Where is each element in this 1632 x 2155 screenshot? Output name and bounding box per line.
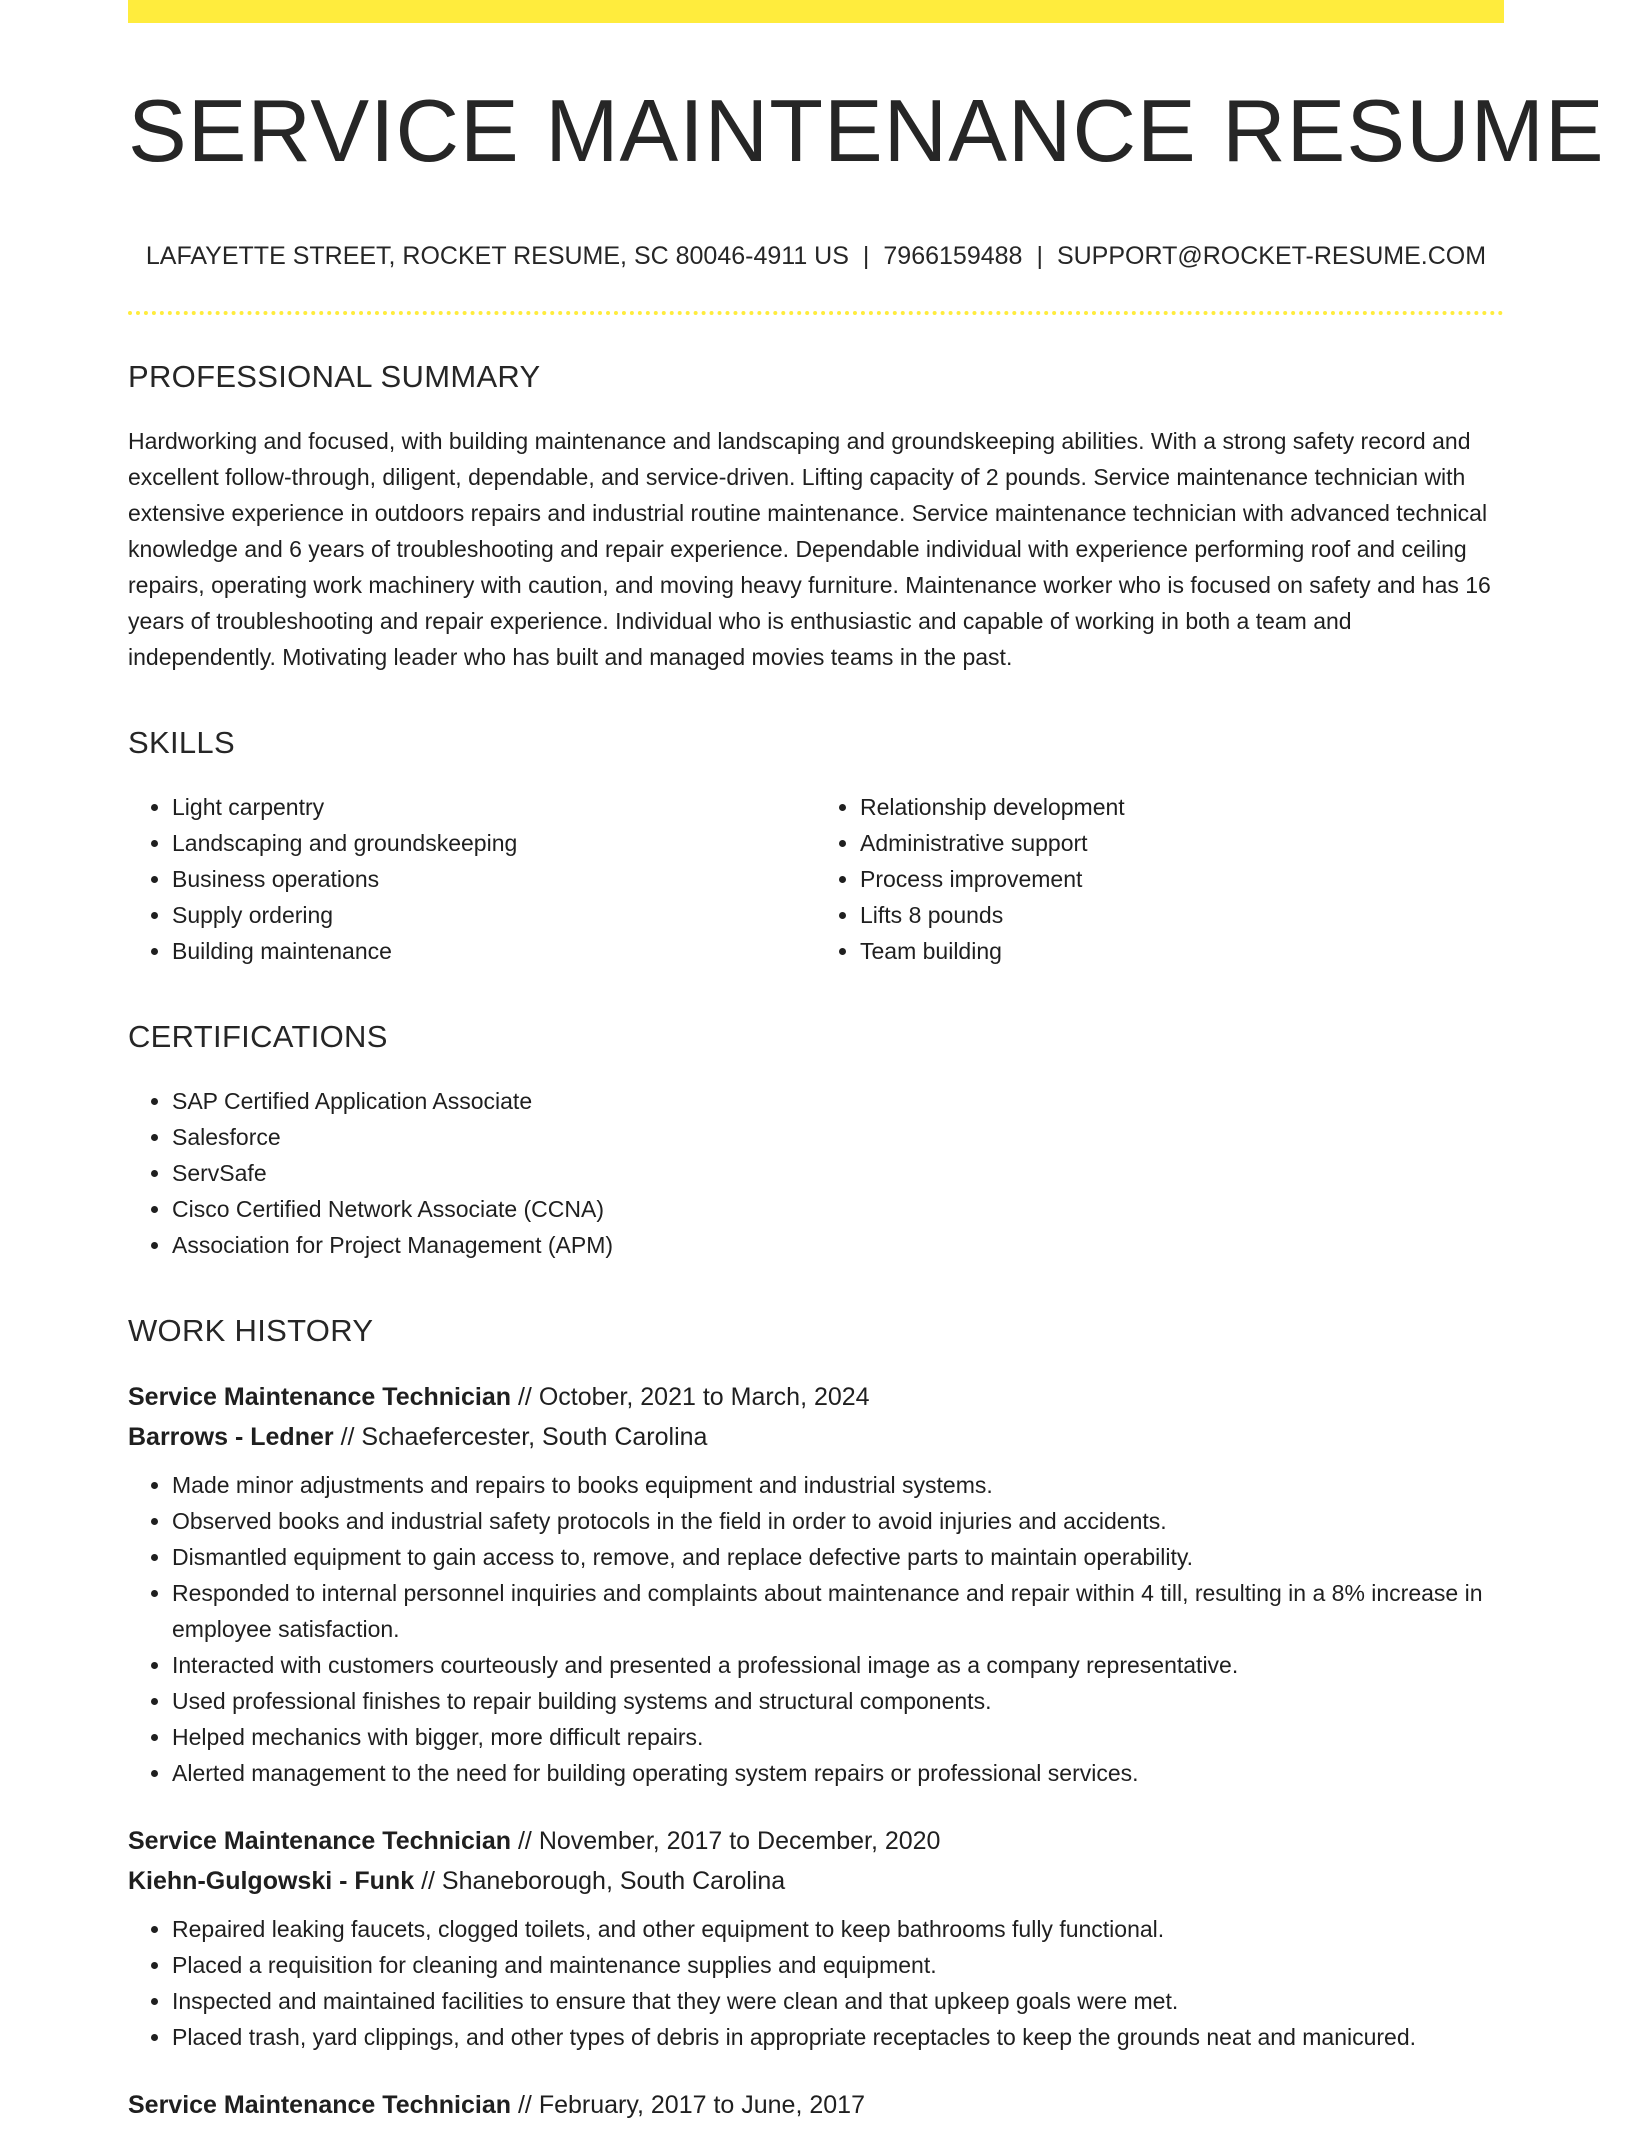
job-duty-item: • Observed books and industrial safety protocols in the field in order to avoid injuries and accidents. — [172, 1503, 1504, 1539]
skill-item: • Building maintenance — [172, 933, 816, 969]
contact-separator: | — [1036, 241, 1043, 270]
job-duty-item: • Helped mechanics with bigger, more difficult repairs. — [172, 1719, 1504, 1755]
certifications-list — [128, 1083, 1504, 1263]
job-title-line — [128, 1821, 1504, 1861]
job-duty-item: • Responded to internal personnel inquiries and complaints about maintenance and repair within 4 till, resulting in a 8% increase in employee satisfaction. — [172, 1575, 1504, 1647]
contact-separator: | — [862, 241, 870, 270]
job-duties-list — [128, 1467, 1504, 1791]
skill-item: • Process improvement — [860, 861, 1504, 897]
certification-item: • Association for Project Management (APM) — [172, 1227, 1504, 1263]
skill-item: • Business operations — [172, 861, 816, 897]
job-duty-item: • Made minor adjustments and repairs to books equipment and industrial systems. — [172, 1467, 1504, 1503]
contact-address: LAFAYETTE STREET, ROCKET RESUME, SC 80046-4911 US — [145, 241, 849, 270]
resume-page — [128, 0, 1605, 2155]
skills-section — [128, 725, 1504, 969]
job-duty-item: • Repaired leaking faucets, clogged toilets, and other equipment to keep bathrooms fully functional. — [172, 1911, 1504, 1947]
certification-item: • Salesforce — [172, 1119, 1504, 1155]
contact-line — [128, 242, 1504, 271]
job-title: Service Maintenance Technician — [128, 2090, 512, 2119]
job-title: Service Maintenance Technician — [128, 1826, 512, 1855]
job-title-line — [128, 1377, 1504, 1417]
dotted-divider — [128, 311, 1504, 315]
summary-section — [128, 359, 1504, 675]
job-duty-item: • Dismantled equipment to gain access to, remove, and replace defective parts to maintain operability. — [172, 1539, 1504, 1575]
job-company-line — [128, 1417, 1504, 1457]
job-entry — [128, 1821, 1504, 2055]
job-duty-item: • Alerted management to the need for building operating system repairs or professional services. — [172, 1755, 1504, 1791]
job-duties-list — [128, 1911, 1504, 2055]
certification-item: • SAP Certified Application Associate — [172, 1083, 1504, 1119]
resume-title: SERVICE MAINTENANCE RESUME — [128, 81, 1605, 180]
job-duty-item: • Placed trash, yard clippings, and other types of debris in appropriate receptacles to keep the grounds neat and manicured. — [172, 2019, 1504, 2055]
skill-item: • Administrative support — [860, 825, 1504, 861]
job-company: Barrows - Ledner — [128, 1422, 334, 1451]
job-dates: // October, 2021 to March, 2024 — [517, 1382, 870, 1411]
job-location: // Shaneborough, South Carolina — [421, 1866, 786, 1895]
skill-item: • Light carpentry — [172, 789, 816, 825]
job-dates: // November, 2017 to December, 2020 — [517, 1826, 941, 1855]
job-duty-item: • Placed a requisition for cleaning and maintenance supplies and equipment. — [172, 1947, 1504, 1983]
job-entry — [128, 1377, 1504, 1791]
summary-heading: PROFESSIONAL SUMMARY — [128, 358, 541, 394]
skill-item: • Team building — [860, 933, 1504, 969]
skill-item: • Relationship development — [860, 789, 1504, 825]
accent-top-bar — [128, 0, 1504, 23]
skills-list-left — [128, 789, 816, 969]
contact-phone: 7966159488 — [883, 241, 1023, 270]
job-dates: // February, 2017 to June, 2017 — [517, 2090, 865, 2119]
skill-item: • Landscaping and groundskeeping — [172, 825, 816, 861]
skill-item: • Supply ordering — [172, 897, 816, 933]
contact-email: SUPPORT@ROCKET-RESUME.COM — [1056, 241, 1487, 270]
certification-item: • Cisco Certified Network Associate (CCNA) — [172, 1191, 1504, 1227]
skills-columns — [128, 789, 1504, 969]
job-duty-item: • Used professional finishes to repair building systems and structural components. — [172, 1683, 1504, 1719]
job-entry — [128, 2085, 1504, 2125]
work-history-heading: WORK HISTORY — [128, 1312, 374, 1348]
job-title: Service Maintenance Technician — [128, 1382, 512, 1411]
skills-list-right — [816, 789, 1504, 969]
job-company: Kiehn-Gulgowski - Funk — [128, 1866, 415, 1895]
summary-text: Hardworking and focused, with building maintenance and landscaping and groundskeeping abilities. With a strong safety record and excellent follow-through, diligent, dependable, and service-driven. Lifting capacity of 2 pounds. Service maintenance technician with extensive experience in outdoors repairs and industrial routine maintenance. Service maintenance technician with advanced technical knowledge and 6 years of troubleshooting and repair experience. Dependable individual with experience performing roof and ceiling repairs, operating work machinery with caution, and moving heavy furniture. Maintenance worker who is focused on safety and has 16 years of troubleshooting and repair experience. Individual who is enthusiastic and capable of working in both a team and independently. Motivating leader who has built and managed movies teams in the past. — [128, 427, 1491, 670]
certifications-heading: CERTIFICATIONS — [128, 1018, 388, 1054]
skills-heading: SKILLS — [128, 724, 235, 760]
certifications-section — [128, 1019, 1504, 1263]
certification-item: • ServSafe — [172, 1155, 1504, 1191]
work-history-section — [128, 1313, 1504, 2125]
skill-item: • Lifts 8 pounds — [860, 897, 1504, 933]
job-title-line — [128, 2085, 1504, 2125]
job-duty-item: • Inspected and maintained facilities to ensure that they were clean and that upkeep goals were met. — [172, 1983, 1504, 2019]
job-company-line — [128, 1861, 1504, 1901]
job-duty-item: • Interacted with customers courteously and presented a professional image as a company representative. — [172, 1647, 1504, 1683]
job-location: // Schaefercester, South Carolina — [340, 1422, 708, 1451]
